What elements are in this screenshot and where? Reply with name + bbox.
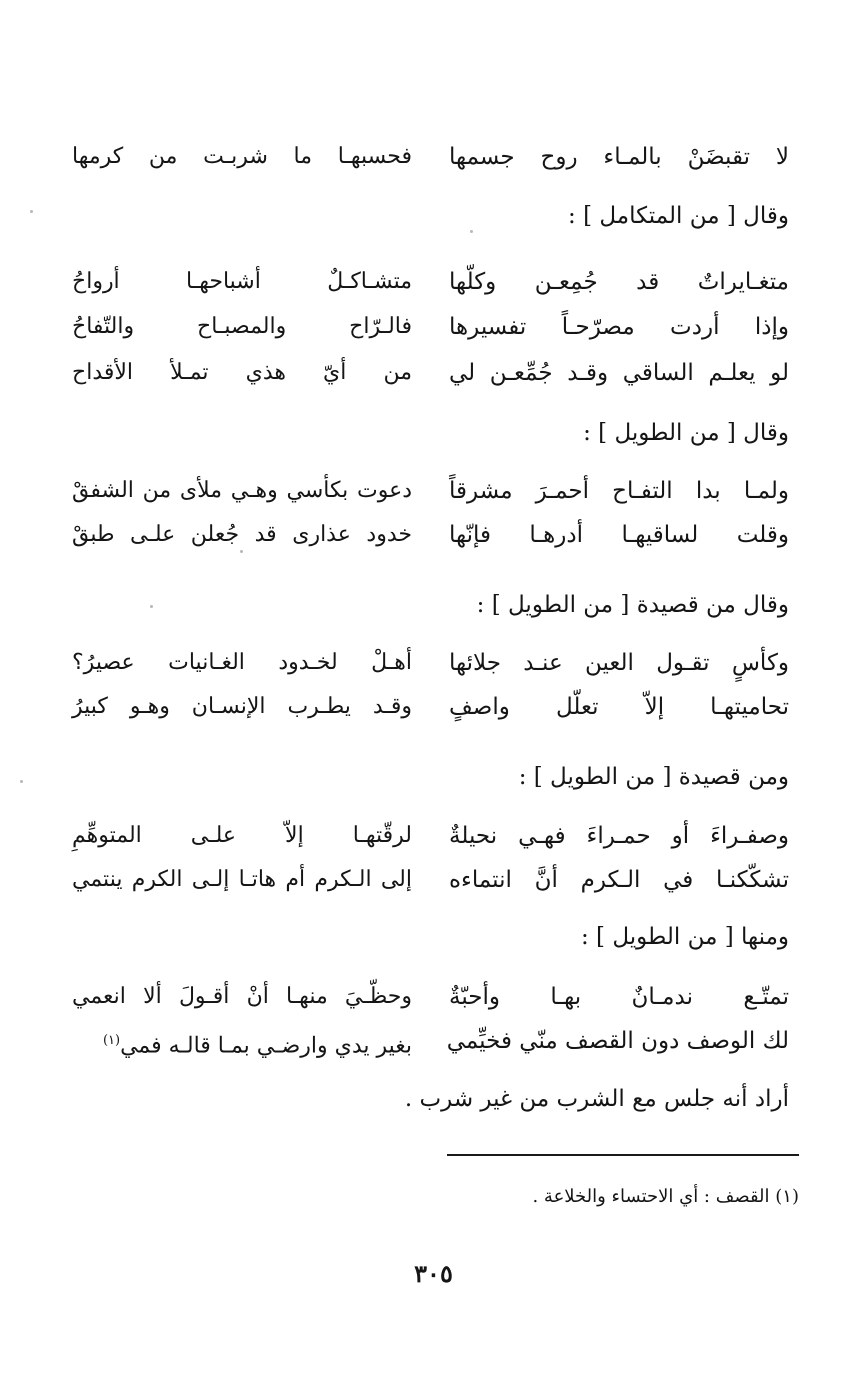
scan-speck <box>470 230 473 233</box>
verse-2-left-hemistich: متشـاكـلٌ أشباحهـا أرواحُ <box>72 269 412 294</box>
footnote-marker[interactable]: (١) <box>102 1033 121 1048</box>
verse-6-right-hemistich: وقلت لساقيهـا أدرهـا فإنّها <box>449 522 789 548</box>
verse-10-left-hemistich: إلى الـكرم أم هاتـا إلـى الكرم ينتمي <box>72 867 412 892</box>
footnote: (١) القصف : أي الاحتساء والخلاعة . <box>532 1186 799 1207</box>
scan-speck <box>240 550 243 553</box>
verse-1-right-hemistich: لا تقبضَنْ بالمـاء روح جسمها <box>449 144 789 170</box>
prose-commentary: أراد أنه جلس مع الشرب من غير شرب . <box>404 1086 789 1112</box>
verse-4-right-hemistich: لو يعلـم الساقي وقـد جُمِّعـن لي <box>449 360 789 386</box>
verse-4-left-hemistich: من أيّ هذي تمـلأ الأقداح <box>72 360 412 385</box>
verse-7-right-hemistich: وكأسٍ تقـول العين عنـد جلائها <box>449 650 789 676</box>
page-number: ٣٠٥ <box>414 1259 453 1288</box>
verse-3-right-hemistich: وإذا أردت مصرّحـاً تفسيرها <box>449 314 789 340</box>
verse-5-left-hemistich: دعوت بكأسي وهـي ملأى من الشفقْ <box>72 478 412 503</box>
verse-10-right-hemistich: تشكّكنـا في الـكرم أنَّ انتماءه <box>449 867 789 893</box>
verse-8-left-hemistich: وقـد يطـرب الإنسـان وهـو كبيرُ <box>72 694 412 719</box>
section-heading-2: وقال [ من الطويل ] : <box>583 420 789 446</box>
verse-6-left-hemistich: خدود عذارى قد جُعلن علـى طبقْ <box>72 522 412 547</box>
verse-8-right-hemistich: تحاميتهـا إلاّ تعلّل واصفٍ <box>449 694 789 720</box>
scan-speck <box>30 210 33 213</box>
verse-12-left-hemistich <box>72 1024 412 1063</box>
verse-12-right-hemistich: لك الوصف دون القصف منّي فخيِّمي <box>446 1028 789 1054</box>
verse-9-left-hemistich: لرقّتهـا إلاّ علـى المتوهِّمِ <box>72 823 412 848</box>
section-heading-4: ومن قصيدة [ من الطويل ] : <box>518 764 789 790</box>
verse-5-right-hemistich: ولمـا بدا التفـاح أحمـرَ مشرقاً <box>449 478 789 504</box>
verse-1-left-hemistich: فحسبهـا ما شربـت من كرمها <box>72 144 412 169</box>
section-heading-1: وقال [ من المتكامل ] : <box>568 203 789 229</box>
verse-12-left-text: بغير يدي وارضـي بمـا قالـه فمي <box>120 1033 412 1059</box>
verse-11-right-hemistich: تمتّـع ندمـانٌ بهـا وأحبّةٌ <box>449 984 789 1010</box>
verse-2-right-hemistich: متغـايراتٌ قد جُمِعـن وكلّها <box>449 269 789 295</box>
section-heading-5: ومنها [ من الطويل ] : <box>580 924 789 950</box>
scan-speck <box>20 780 23 783</box>
scan-speck <box>150 605 153 608</box>
verse-9-right-hemistich: وصفـراءَ أو حمـراءَ فهـي نحيلةٌ <box>449 823 789 849</box>
verse-7-left-hemistich: أهـلْ لخـدود الغـانيات عصيرُ؟ <box>72 650 412 675</box>
section-heading-3: وقال من قصيدة [ من الطويل ] : <box>476 592 789 618</box>
verse-11-left-hemistich: وحظّـيَ منهـا أنْ أقـولَ ألا انعمي <box>72 984 412 1009</box>
footnote-divider <box>447 1154 799 1156</box>
verse-3-left-hemistich: فالـرّاح والمصبـاح والتّفاحُ <box>72 314 412 339</box>
